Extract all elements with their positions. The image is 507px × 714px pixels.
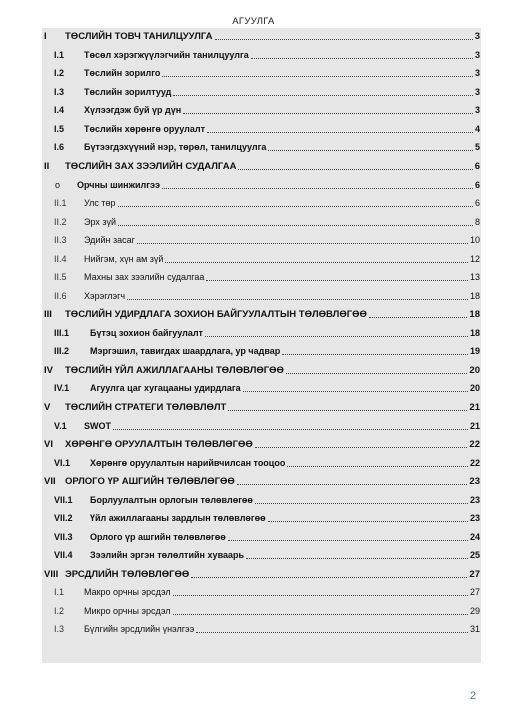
toc-entry[interactable] <box>42 365 481 376</box>
toc-entry-number: II.4 <box>54 253 67 264</box>
toc-entry[interactable] <box>42 68 481 79</box>
toc-entry-title: Хөрөнгө оруулалтын нарийвчилсан тооцоо <box>90 457 286 468</box>
toc-entry-title: Төслийн зорилтууд <box>84 86 172 97</box>
toc-entry-page: 3 <box>474 86 480 97</box>
toc-dot-leader <box>215 39 473 40</box>
toc-entry[interactable] <box>42 31 481 42</box>
toc-dot-leader <box>118 206 473 207</box>
toc-entry-number: IV.1 <box>54 383 70 393</box>
toc-entry-page: 27 <box>469 568 480 580</box>
toc-dot-leader <box>268 521 468 522</box>
toc-dot-leader <box>137 243 468 244</box>
toc-entry-number: III.2 <box>54 346 70 356</box>
toc-entry[interactable] <box>42 142 481 153</box>
toc-entry-number: I.1 <box>54 49 65 60</box>
toc-entry-title: ЭРСДЛИЙН ТӨЛӨВЛӨГӨӨ <box>65 568 190 580</box>
toc-entry-title: ТӨСЛИЙН ҮЙЛ АЖИЛЛАГААНЫ ТӨЛӨВЛӨГӨӨ <box>65 364 284 376</box>
toc-entry-title: Төсөл хэрэгжүүлэгчийн танилцуулга <box>84 49 249 60</box>
toc-entry-page: 6 <box>474 179 480 190</box>
toc-entry[interactable] <box>42 87 481 98</box>
toc-entry-page: 23 <box>469 513 480 523</box>
toc-entry-page: 3 <box>474 68 480 78</box>
toc-entry-title: Агуулга цаг хугацааны удирдлага <box>90 383 241 393</box>
toc-entry-number: V <box>44 402 51 413</box>
toc-entry-number: III.1 <box>54 327 70 338</box>
toc-dot-leader <box>165 262 468 263</box>
toc-dot-leader <box>205 336 468 337</box>
toc-entry-number: VII <box>44 476 56 487</box>
toc-entry[interactable] <box>42 346 481 357</box>
toc-entry-page: 4 <box>474 123 480 134</box>
toc-entry-number: II.5 <box>54 272 67 282</box>
toc-entry-number: VI.1 <box>54 457 71 468</box>
toc-entry[interactable] <box>42 495 481 506</box>
toc-entry-title: Мэргэшил, тавигдах шаардлага, ур чадвар <box>90 346 281 356</box>
toc-entry-page: 24 <box>469 531 480 542</box>
toc-entry-title: Бүтэц зохион байгуулалт <box>90 327 203 338</box>
toc-entry-number: V.1 <box>54 420 67 431</box>
toc-entry-title: Орлого үр ашгийн төлөвлөгөө <box>90 531 226 542</box>
toc-dot-leader <box>118 225 473 226</box>
toc-entry-number: II.2 <box>54 216 67 227</box>
toc-entry-page: 12 <box>469 253 480 264</box>
toc-entry-number: I.2 <box>54 605 65 616</box>
toc-entry-title: Төслийн зорилго <box>84 68 161 78</box>
toc-entry-page: 8 <box>474 216 480 227</box>
toc-entry[interactable] <box>42 105 481 116</box>
toc-entry-number: III <box>44 309 52 320</box>
toc-entry-number: VII.4 <box>54 550 73 560</box>
toc-entry[interactable] <box>42 198 481 209</box>
toc-entry[interactable] <box>42 124 481 135</box>
toc-entry-title: Эдийн засаг <box>84 235 135 245</box>
toc-entry-title: ХӨРӨНГӨ ОРУУЛАЛТЫН ТӨЛӨВЛӨГӨӨ <box>65 439 253 450</box>
toc-dot-leader <box>369 317 468 318</box>
toc-entry-number: I.1 <box>54 587 65 597</box>
toc-entry-title: ТӨСЛИЙН УДИРДЛАГА ЗОХИОН БАЙГУУЛАЛТЫН ТӨЛӨВЛӨГӨӨ <box>65 309 367 320</box>
toc-entry-title: Бүлгийн эрсдлийн үнэлгээ <box>84 624 195 634</box>
toc-entry-title: Зээлийн эргэн төлөлтийн хуваарь <box>90 550 245 560</box>
toc-entry-page: 23 <box>469 494 480 505</box>
toc-dot-leader <box>286 373 467 374</box>
toc-title: АГУУЛГА <box>232 16 275 27</box>
toc-dot-leader <box>228 410 467 411</box>
toc-dot-leader <box>162 188 473 189</box>
toc-dot-leader <box>207 132 473 133</box>
toc-entry[interactable] <box>42 180 481 191</box>
toc-dot-leader <box>237 484 468 485</box>
page-number: 2 <box>470 690 477 702</box>
toc-entry-number: I.5 <box>54 123 65 134</box>
toc-entry[interactable] <box>42 439 481 450</box>
toc-entry-page: 10 <box>469 235 480 245</box>
toc-entry-page: 3 <box>474 49 480 60</box>
toc-entry-number: o <box>55 179 61 190</box>
toc-entry-page: 3 <box>474 31 480 42</box>
toc-entry[interactable] <box>42 272 481 283</box>
toc-entry[interactable] <box>42 50 481 61</box>
toc-entry-number: II.1 <box>54 198 67 208</box>
toc-entry-title: ОРЛОГО ҮР АШГИЙН ТӨЛӨВЛӨГӨӨ <box>65 476 235 487</box>
toc-entry-number: VIII <box>44 568 59 580</box>
toc-entry-title: Орчны шинжилгээ <box>77 179 160 190</box>
toc-entry-page: 18 <box>469 309 480 320</box>
toc-entry-number: I <box>44 31 47 42</box>
toc-entry-number: II.3 <box>54 235 67 245</box>
toc-entry-page: 20 <box>469 364 480 376</box>
toc-dot-leader <box>251 58 473 59</box>
toc-entry[interactable] <box>42 513 481 524</box>
toc-entry-page: 6 <box>474 198 480 208</box>
toc-entry-number: II <box>44 160 50 172</box>
toc-dot-leader <box>255 447 468 448</box>
toc-entry[interactable] <box>42 254 481 265</box>
toc-entry-number: I.3 <box>54 86 65 97</box>
toc-dot-leader <box>243 391 468 392</box>
toc-dot-leader <box>228 540 468 541</box>
toc-entry-page: 22 <box>469 457 480 468</box>
toc-entry-number: I.4 <box>54 105 65 115</box>
toc-entry-number: VII.2 <box>54 513 73 523</box>
toc-entry-number: VI <box>44 439 53 450</box>
toc-entry-number: I.6 <box>54 142 65 152</box>
toc-dot-leader <box>268 150 473 151</box>
toc-dot-leader <box>173 614 468 615</box>
toc-entry-page: 22 <box>469 439 480 450</box>
toc-entry-title: ТӨСЛИЙН СТРАТЕГИ ТӨЛӨВЛӨЛТ <box>65 402 227 413</box>
toc-entry[interactable] <box>42 550 481 561</box>
toc-entry-title: Хүлээгдэж буй үр дүн <box>84 105 182 115</box>
toc-entry-page: 3 <box>474 105 480 115</box>
toc-entry-page: 21 <box>469 420 480 431</box>
toc-entry-title: Эрх зүй <box>84 216 117 227</box>
toc-dot-leader <box>238 169 472 170</box>
toc-entry[interactable] <box>42 587 481 598</box>
toc-entry[interactable] <box>42 235 481 246</box>
toc-dot-leader <box>173 95 473 96</box>
toc-entry-title: Борлуулалтын орлогын төлөвлөгөө <box>90 494 253 505</box>
toc-dot-leader <box>206 280 468 281</box>
toc-entry-title: SWOT <box>84 420 111 431</box>
toc-entry-title: ТӨСЛИЙН ТОВЧ ТАНИЛЦУУЛГА <box>65 31 213 42</box>
toc-dot-leader <box>255 503 468 504</box>
toc-entry[interactable] <box>42 532 481 543</box>
toc-entry-page: 21 <box>469 402 480 413</box>
toc-entry-page: 5 <box>474 142 480 152</box>
toc-entry-page: 6 <box>474 160 480 172</box>
toc-dot-leader <box>287 466 468 467</box>
toc-entry-title: ТӨСЛИЙН ЗАХ ЗЭЭЛИЙН СУДАЛГАА <box>65 160 237 172</box>
toc-entry[interactable] <box>42 458 481 469</box>
toc-entry-page: 13 <box>469 272 480 282</box>
toc-entry-page: 23 <box>469 476 480 487</box>
toc-entry[interactable] <box>42 402 481 413</box>
toc-entry[interactable] <box>42 161 481 172</box>
toc-entry[interactable] <box>42 606 481 617</box>
toc-dot-leader <box>191 577 467 578</box>
toc-dot-leader <box>196 632 468 633</box>
toc-entry[interactable] <box>42 476 481 487</box>
toc-entry[interactable] <box>42 569 481 580</box>
toc-dot-leader <box>246 558 468 559</box>
toc-entry-page: 31 <box>469 624 480 634</box>
toc-entry-page: 20 <box>469 383 480 393</box>
toc-entry[interactable] <box>42 217 481 228</box>
toc-panel <box>42 28 481 663</box>
toc-entry-title: Хэрэглэгч <box>84 290 126 301</box>
toc-entry-number: II.6 <box>54 290 67 301</box>
toc-entry-page: 18 <box>469 327 480 338</box>
toc-entry-number: I.2 <box>54 68 65 78</box>
toc-dot-leader <box>173 595 468 596</box>
toc-dot-leader <box>113 429 468 430</box>
toc-entry-page: 18 <box>469 290 480 301</box>
toc-dot-leader <box>282 354 468 355</box>
toc-entry-number: VII.3 <box>54 531 73 542</box>
toc-entry-title: Нийгэм, хүн ам зүй <box>84 253 164 264</box>
toc-entry-title: Махны зах зээлийн судалгаа <box>84 272 205 282</box>
toc-entry-page: 27 <box>469 587 480 597</box>
toc-entry[interactable] <box>42 309 481 320</box>
toc-entry-number: VII.1 <box>54 494 73 505</box>
toc-entry[interactable] <box>42 328 481 339</box>
toc-entry-title: Бүтээгдэхүүний нэр, төрөл, танилцуулга <box>84 142 267 152</box>
toc-entry-page: 19 <box>469 346 480 356</box>
toc-dot-leader <box>183 113 473 114</box>
toc-entry-title: Төслийн хөрөнгө оруулалт <box>84 123 206 134</box>
toc-entry[interactable] <box>42 383 481 394</box>
toc-entry-title: Улс төр <box>84 198 116 208</box>
toc-dot-leader <box>127 299 468 300</box>
toc-entry-number: I.3 <box>54 624 65 634</box>
toc-entry[interactable] <box>42 291 481 302</box>
toc-entry-title: Микро орчны эрсдэл <box>84 605 171 616</box>
toc-entry[interactable] <box>42 624 481 635</box>
toc-entry-title: Макро орчны эрсдэл <box>84 587 171 597</box>
toc-entry-title: Үйл ажиллагааны зардлын төлөвлөгөө <box>90 513 266 523</box>
toc-entry-page: 25 <box>469 550 480 560</box>
toc-dot-leader <box>162 76 473 77</box>
toc-entry-number: IV <box>44 364 53 376</box>
toc-entry[interactable] <box>42 421 481 432</box>
toc-entry-page: 29 <box>469 605 480 616</box>
